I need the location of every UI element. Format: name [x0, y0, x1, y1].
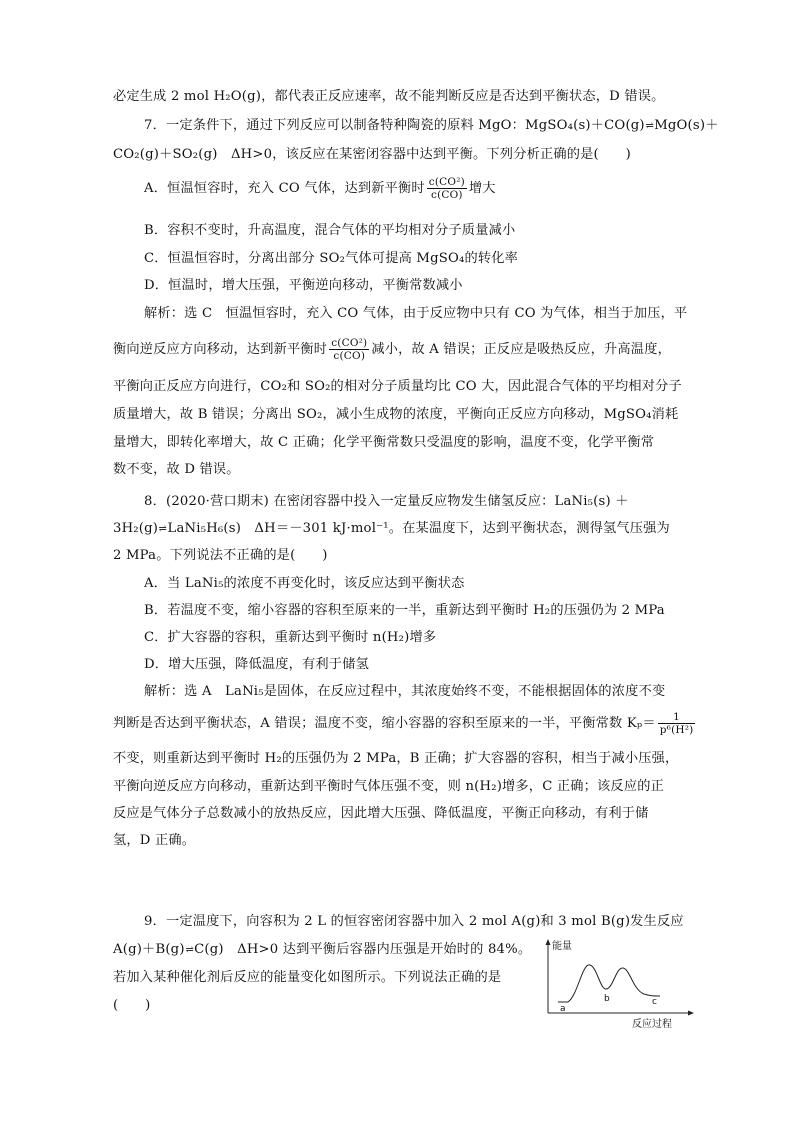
energy-diagram: [540, 935, 710, 1030]
q8-stem-line2: 3H₂(g)⇌LaNi₅H₆(s) ΔH＝－301 kJ·mol⁻¹。在某温度下，达到平衡状态，测得氢气压强为: [113, 521, 670, 536]
q9-stem-line1: 9．一定温度下，向容积为 2 L 的恒容密闭容器中加入 2 mol A(g)和 3 mol B(g)发生反应: [144, 914, 684, 929]
q8-analysis-line5: 反应是气体分子总数减小的放热反应，因此增大压强、降低温度，平衡正向移动，有利于储: [113, 806, 649, 821]
q7-stem-part1b: MgO(s)＋: [654, 118, 719, 133]
q9-stem-line4: ( ): [113, 998, 151, 1013]
q7-stem-part1: 7．一定条件下，通过下列反应可以制备特种陶瓷的原料 MgO：MgSO₄(s)＋CO(g): [144, 118, 645, 133]
q8-analysis-line4: 平衡向逆反应方向移动，重新达到平衡时气体压强不变，则 n(H₂)增多，C 正确；该反应的正: [113, 779, 664, 794]
q9-stem-line3: 若加入某种催化剂后反应的能量变化如图所示。下列说法正确的是: [113, 970, 502, 985]
equilibrium-arrow: ⇌: [185, 943, 194, 956]
q8-analysis-line2: 判断是否达到平衡状态，A 错误；温度不变，缩小容器的容积至原来的一半，平衡常数 Kₚ＝ $\frac{1}{\text{p⁶(H²)}}$: [113, 711, 694, 736]
q7-analysis-line6: 数不变，故 D 错误。: [113, 462, 240, 477]
q7-option-b: B．容积不变时，升高温度，混合气体的平均相对分子质量减小: [144, 223, 516, 238]
q7-analysis-line1: 解析：选 C 恒温恒容时，充入 CO 气体，由于反应物中只有 CO 为气体，相当于加压，平: [144, 306, 688, 321]
equilibrium-arrow: ⇌: [158, 522, 168, 535]
intro-line: 必定生成 2 mol H₂O(g)，都代表正反应速率，故不能判断反应是否达到平衡状态，D 错误。: [113, 89, 665, 104]
fraction: $\frac{\text{c(CO²)}}{c(CO)}$: [331, 337, 368, 362]
q8-option-b: B．若温度不变，缩小容器的容积至原来的一半，重新达到平衡时 H₂的压强仍为 2 MPa: [144, 603, 665, 618]
q8-option-a: A．当 LaNi₅的浓度不再变化时，该反应达到平衡状态: [144, 576, 465, 591]
q7-option-c: C．恒温恒容时，分离出部分 SO₂气体可提高 MgSO₄的转化率: [144, 251, 519, 266]
x-axis-arrow: [688, 1011, 694, 1016]
q7-option-d: D．恒温时，增大压强，平衡逆向移动，平衡常数减小: [144, 278, 463, 293]
fraction: $\frac{\text{c(CO²)}}{c(CO)}$: [428, 176, 465, 201]
x-axis-label: 反应过程: [632, 1019, 672, 1030]
q7-stem-line2: CO₂(g)＋SO₂(g) ΔH>0，该反应在某密闭容器中达到平衡。下列分析正确的是( ): [113, 147, 631, 162]
fraction: $\frac{1}{\text{p⁶(H²)}}$: [659, 711, 694, 736]
q7-analysis-line4: 质量增大，故 B 错误；分离出 SO₂，减小生成物的浓度，平衡向正反应方向移动，MgSO₄消耗: [113, 407, 679, 422]
q7-option-a: A．恒温恒容时，充入 CO 气体，达到新平衡时 $\frac{\text{c(CO²)}}{c(CO)}$ 增大: [144, 176, 496, 201]
point-a-label: a: [560, 1004, 566, 1014]
q8-option-d: D．增大压强，降低温度，有利于储氢: [144, 657, 369, 672]
q7-analysis-line5: 量增大，即转化率增大，故 C 正确；化学平衡常数只受温度的影响，温度不变，化学平衡常: [113, 435, 655, 450]
y-axis-label: 能量: [552, 941, 572, 952]
q7-analysis-line3: 平衡向正反应方向进行，CO₂和 SO₂的相对分子质量均比 CO 大，因此混合气体的平均相对分子: [113, 379, 682, 394]
y-axis-arrow: [546, 939, 551, 945]
q8-analysis-line3: 不变，则重新达到平衡时 H₂的压强仍为 2 MPa，B 正确；扩大容器的容积，相当于减小压强，: [113, 751, 679, 766]
q8-stem-line1: 8．(2020·营口期末) 在密闭容器中投入一定量反应物发生储氢反应：LaNi₅(s) ＋: [144, 494, 629, 509]
q7-analysis-line2: 衡向逆反应方向移动，达到新平衡时 $\frac{\text{c(CO²)}}{c(CO)}$ 减小，故 A 错误；正反应是吸热反应，升高温度，: [113, 337, 671, 362]
q8-analysis-line6: 氢，D 正确。: [113, 833, 196, 848]
q8-analysis-line1: 解析：选 A LaNi₅是固体，在反应过程中，其浓度始终不变，不能根据固体的浓度不变: [144, 684, 666, 699]
point-c-label: c: [652, 997, 657, 1007]
equilibrium-arrow: ⇌: [645, 119, 654, 132]
point-b-label: b: [604, 994, 610, 1004]
q8-stem-line3: 2 MPa。下列说法不正确的是( ): [113, 548, 328, 563]
q9-stem-line2: A(g)＋B(g)⇌C(g) ΔH>0 达到平衡后容器内压强是开始时的 84%。: [113, 942, 532, 957]
q8-option-c: C．扩大容器的容积，重新达到平衡时 n(H₂)增多: [144, 630, 437, 645]
q7-stem-line1: [144, 117, 719, 135]
